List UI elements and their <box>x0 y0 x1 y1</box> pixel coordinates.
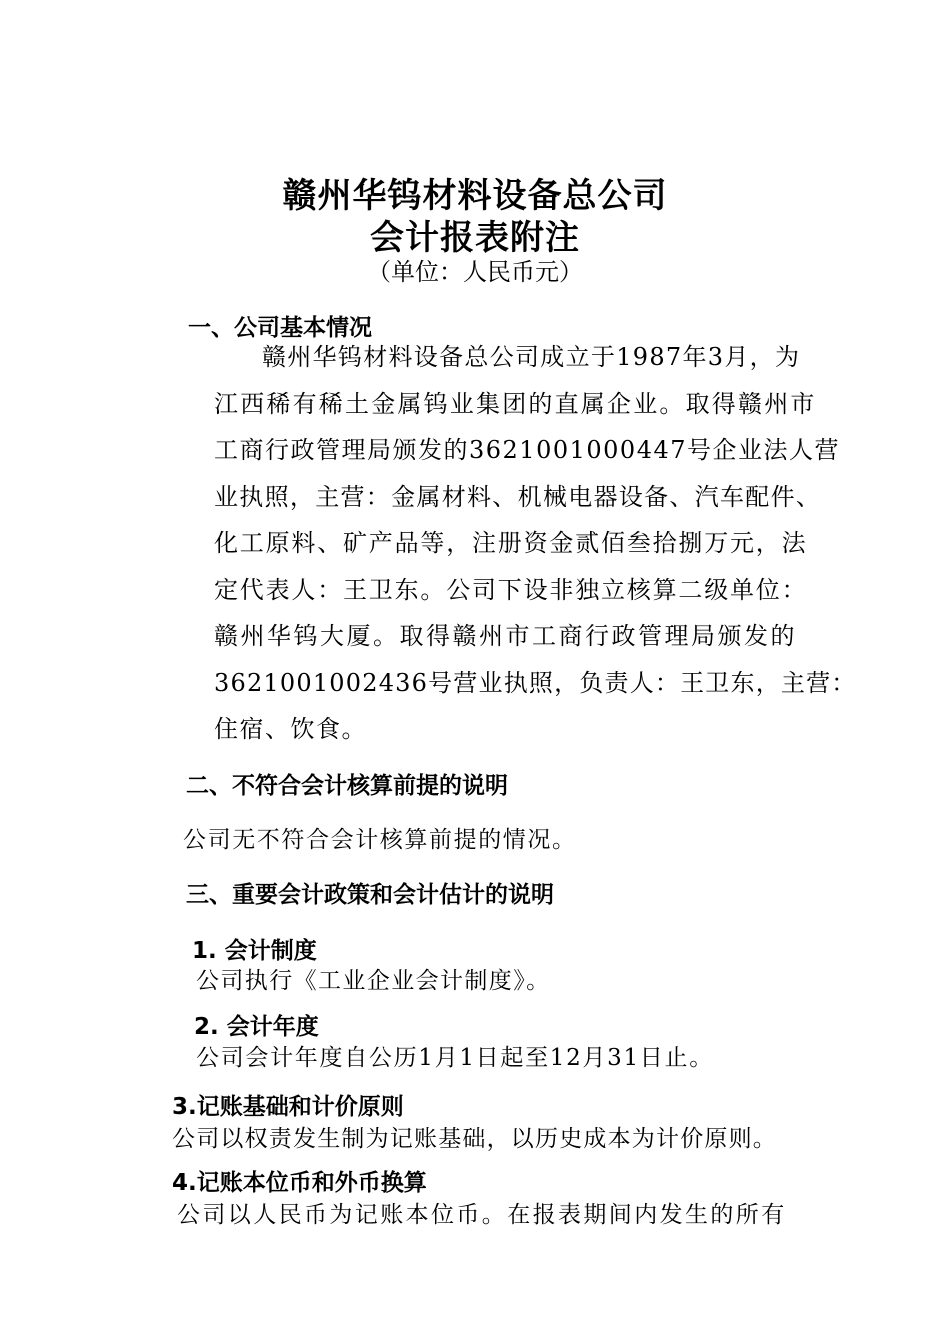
report-title: 会计报表附注 <box>370 218 580 258</box>
item-2-heading: 2. 会计年度 <box>194 1014 319 1040</box>
paragraph-line: 江西稀有稀土金属钨业集团的直属企业。取得赣州市 <box>214 390 817 418</box>
paragraph-line: 化工原料、矿产品等，注册资金贰佰叁拾捌万元，法 <box>214 529 808 557</box>
item-4-heading: 4.记账本位币和外币换算 <box>172 1170 427 1196</box>
item-4-text: 公司以人民币为记账本位币。在报表期间内发生的所有 <box>177 1202 787 1228</box>
item-3-text: 公司以权责发生制为记账基础，以历史成本为计价原则。 <box>172 1126 777 1152</box>
section-3-heading: 三、重要会计政策和会计估计的说明 <box>186 882 554 908</box>
section-2-text: 公司无不符合会计核算前提的情况。 <box>183 827 577 853</box>
paragraph-line: 业执照，主营：金属材料、机械电器设备、汽车配件、 <box>214 483 822 511</box>
item-3-heading: 3.记账基础和计价原则 <box>172 1094 404 1120</box>
item-1-text: 公司执行《工业企业会计制度》。 <box>196 968 551 994</box>
item-2-text: 公司会计年度自公历1月1日起至12月31日止。 <box>196 1045 714 1071</box>
item-1-heading: 1. 会计制度 <box>192 938 317 964</box>
paragraph-line: 住宿、饮食。 <box>214 715 367 743</box>
section-2-heading: 二、不符合会计核算前提的说明 <box>186 773 508 799</box>
paragraph-line: 定代表人：王卫东。公司下设非独立核算二级单位： <box>214 576 808 604</box>
paragraph-line: 赣州华钨材料设备总公司成立于1987年3月，为 <box>262 343 801 371</box>
unit-note: （单位：人民币元） <box>367 258 583 286</box>
paragraph-line: 赣州华钨大厦。取得赣州市工商行政管理局颁发的 <box>214 622 797 650</box>
section-1-heading: 一、公司基本情况 <box>188 315 372 341</box>
paragraph-line: 3621001002436号营业执照，负责人：王卫东，主营： <box>214 669 857 697</box>
paragraph-line: 工商行政管理局颁发的3621001000447号企业法人营 <box>214 436 841 464</box>
company-title: 赣州华钨材料设备总公司 <box>282 176 668 216</box>
